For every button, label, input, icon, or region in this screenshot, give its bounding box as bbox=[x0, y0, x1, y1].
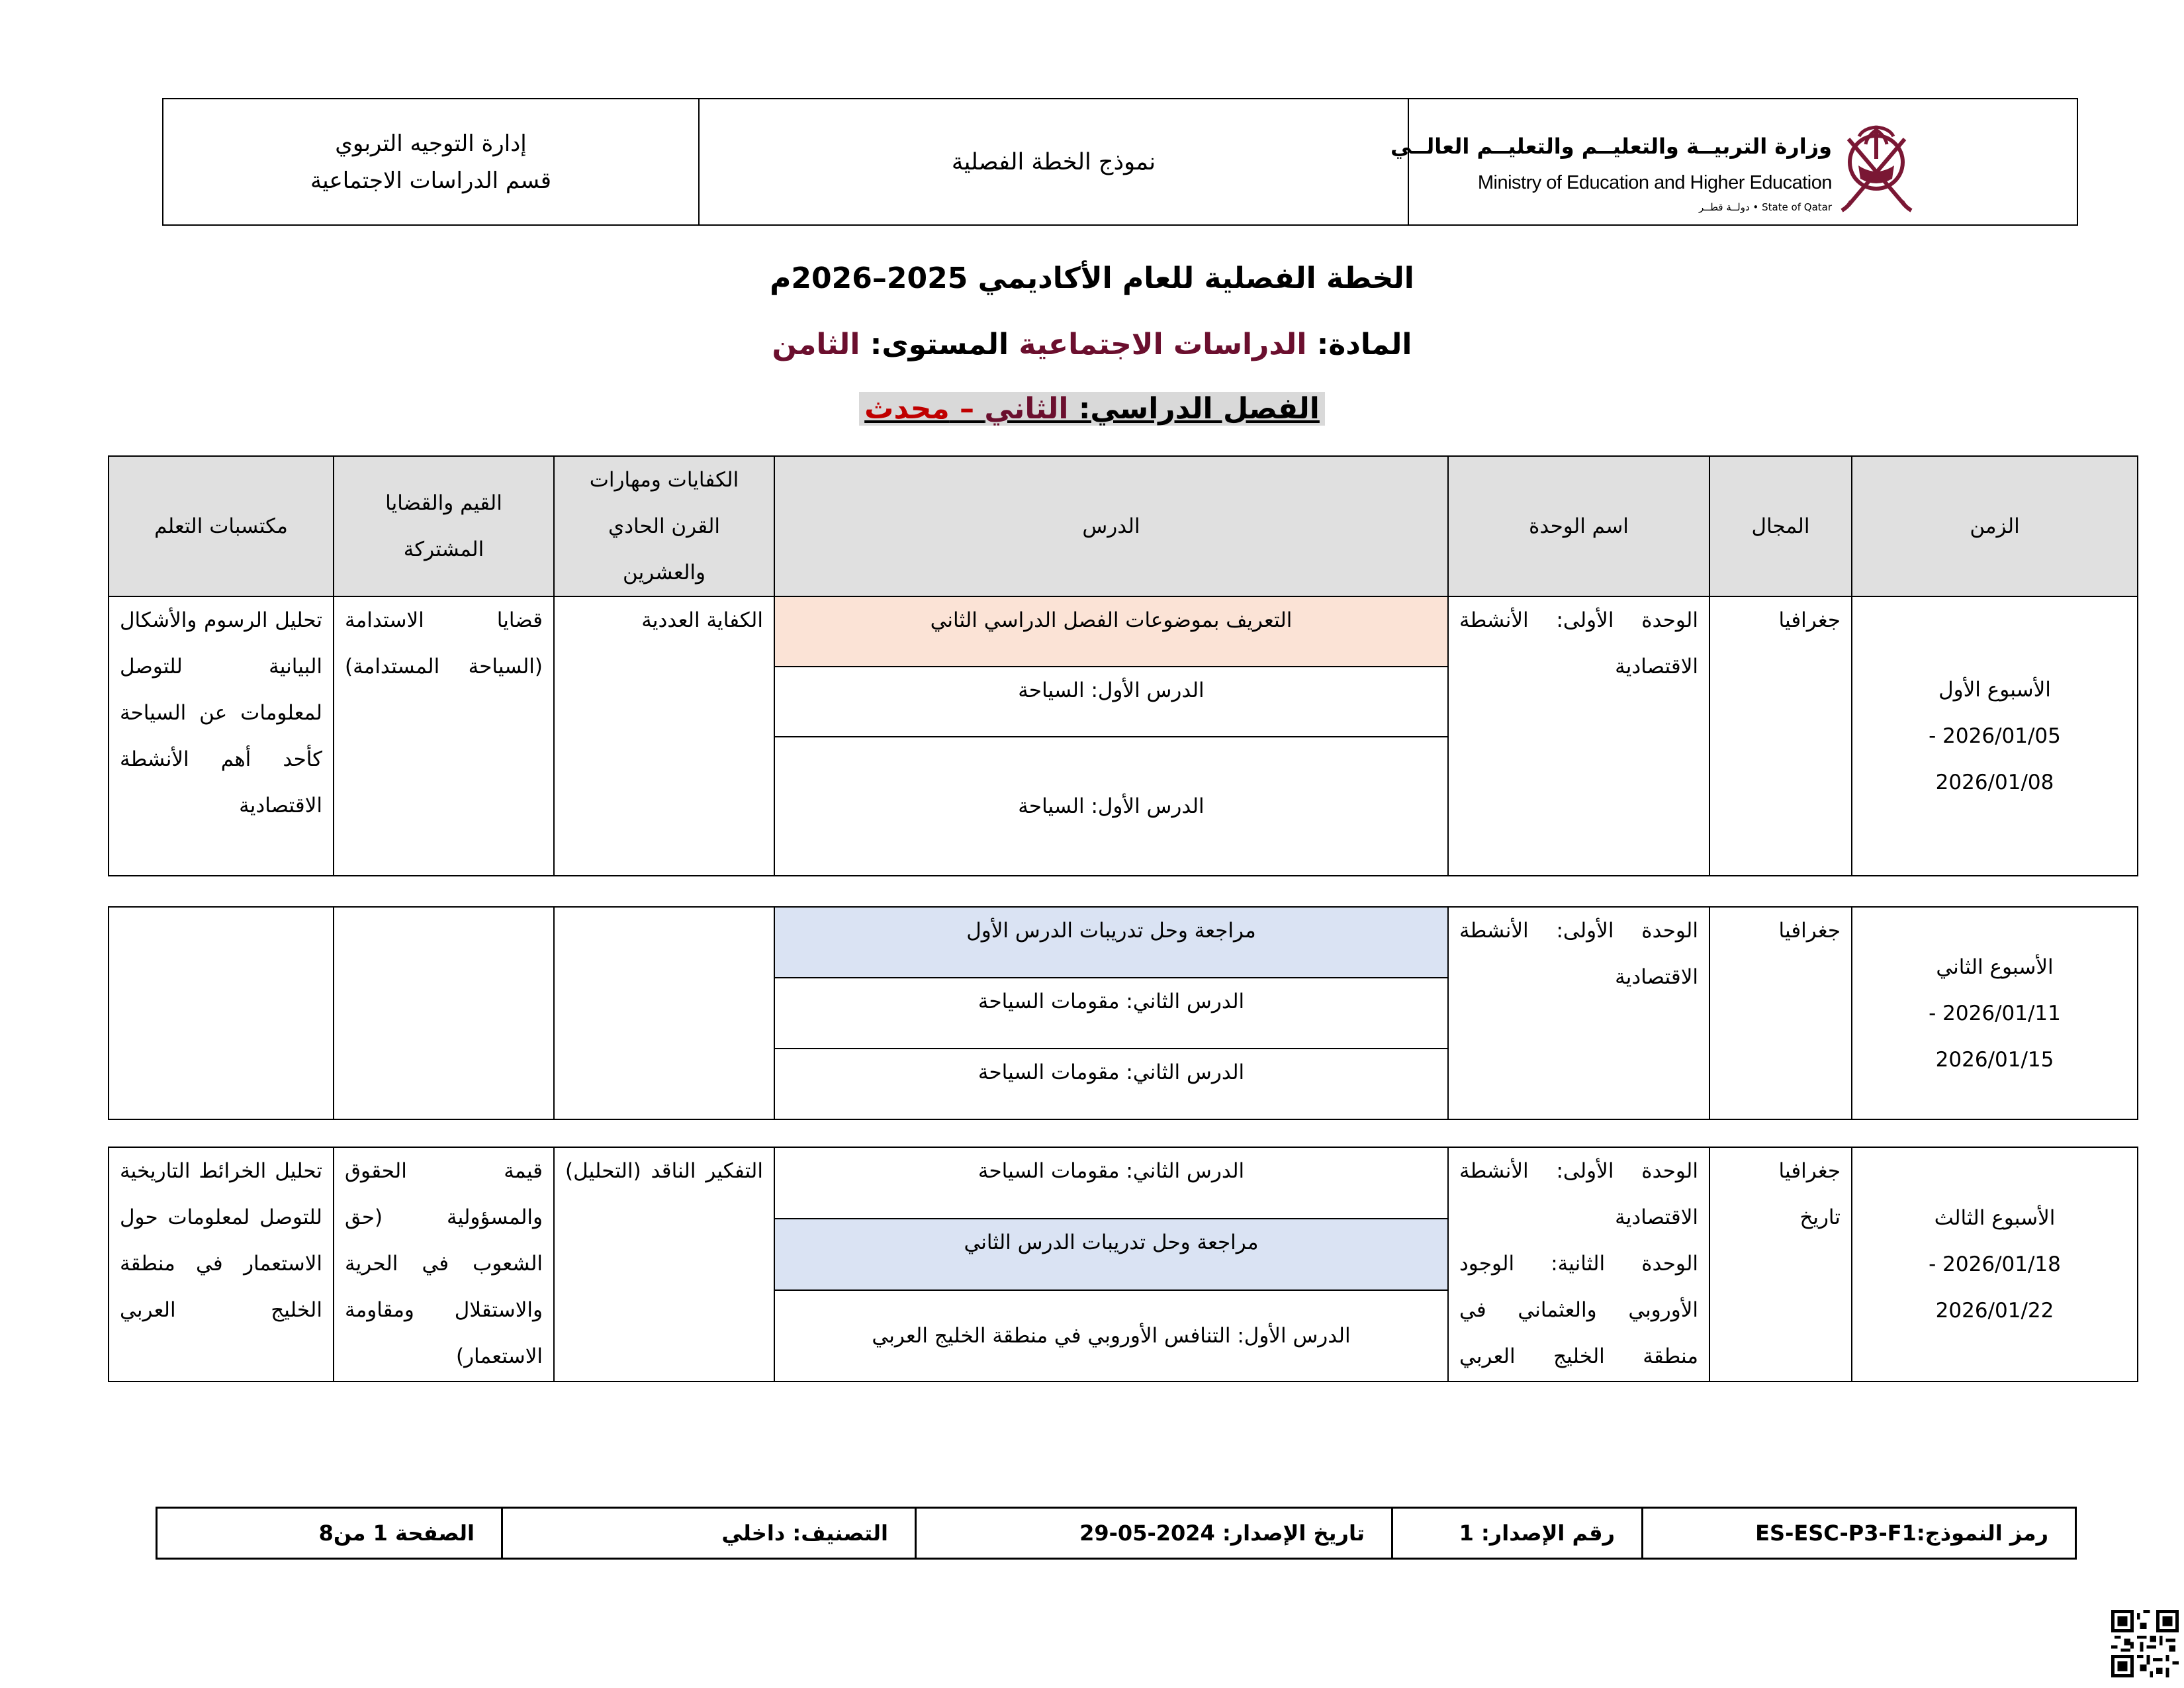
week-1-name: الأسبوع الأول bbox=[1938, 678, 2051, 702]
week-1-lesson-2: الدرس الأول: السياحة bbox=[774, 667, 1448, 737]
week-2-lesson-2: الدرس الثاني: مقومات السياحة bbox=[774, 978, 1448, 1049]
state-of-qatar: State of Qatar • دولــة قطــر bbox=[1699, 201, 1832, 213]
col-header-competencies: الكفايات ومهارات القرن الحادي والعشرين bbox=[554, 456, 774, 596]
week-2-name: الأسبوع الثاني bbox=[1936, 955, 2054, 979]
footer-version: رقم الإصدار: 1 bbox=[1391, 1509, 1641, 1558]
week-1-outcomes: تحليل الرسوم والأشكال البيانية للتوصل لمعلومات عن السياحة كأحد أهم الأنشطة الاقتصادية bbox=[109, 596, 334, 876]
header-box bbox=[162, 98, 2078, 226]
week-3-unit-1: الوحدة الأولى: الأنشطة الاقتصادية bbox=[1459, 1159, 1698, 1229]
week-3-lesson-3: الدرس الأول: التنافس الأوروبي في منطقة الخليج العربي bbox=[774, 1290, 1448, 1382]
department-name: إدارة التوجيه التربوي bbox=[335, 130, 527, 157]
ministry-name-en: Ministry of Education and Higher Education bbox=[1477, 172, 1832, 193]
semester-label: الفصل الدراسي: bbox=[1068, 392, 1320, 426]
week-2-outcomes bbox=[109, 907, 334, 1119]
week-3-unit bbox=[1448, 1147, 1709, 1382]
week-2-field: جغرافيا bbox=[1709, 907, 1852, 1119]
plan-title bbox=[0, 261, 2184, 295]
department-cell bbox=[163, 99, 700, 224]
week-3-unit-2: الوحدة الثانية: الوجود الأوروبي والعثماني في منطقة الخليج العربي bbox=[1459, 1252, 1698, 1368]
week-1-values: قضايا الاستدامة (السياحة المستدامة) bbox=[334, 596, 554, 876]
plan-table-week-1 bbox=[108, 455, 2138, 876]
week-3-name: الأسبوع الثالث bbox=[1934, 1206, 2056, 1230]
footer-classification: التصنيف: داخلي bbox=[501, 1509, 915, 1558]
week-1-competencies: الكفاية العددية bbox=[554, 596, 774, 876]
plan-table-week-2 bbox=[108, 906, 2138, 1120]
week-3-lesson-1: الدرس الثاني: مقومات السياحة bbox=[774, 1147, 1448, 1219]
week-3-to: 2026/01/22 bbox=[1935, 1299, 2054, 1323]
col-header-lesson: الدرس bbox=[774, 456, 1448, 596]
week-1-from: 2026/01/05 - bbox=[1929, 724, 2061, 748]
ministry-name-ar: وزارة التربيــة والتعليــم والتعليــم العالــي bbox=[1390, 134, 1832, 159]
col-header-time: الزمن bbox=[1852, 456, 2138, 596]
footer-page-number: الصفحة 1 من8 bbox=[318, 1521, 475, 1546]
week-3-competencies: التفكير الناقد (التحليل) bbox=[554, 1147, 774, 1382]
week-1-time bbox=[1852, 596, 2138, 876]
week-1-lesson-1: التعريف بموضوعات الفصل الدراسي الثاني bbox=[774, 596, 1448, 667]
week-2-from: 2026/01/11 - bbox=[1929, 1001, 2061, 1025]
week-3-outcomes: تحليل الخرائط التاريخية للتوصل لمعلومات حول الاستعمار في منطقة الخليج العربي bbox=[109, 1147, 334, 1382]
form-title: نموذج الخطة الفصلية bbox=[951, 148, 1156, 175]
week-3-lesson-2: مراجعة وحل تدريبات الدرس الثاني bbox=[774, 1219, 1448, 1290]
week-2-values bbox=[334, 907, 554, 1119]
col-header-outcomes: مكتسبات التعلم bbox=[109, 456, 334, 596]
footer-form-code: رمز النموذج:ES-ESC-P3-F1 bbox=[1641, 1509, 2075, 1558]
footer-box bbox=[156, 1507, 2077, 1560]
qr-code-icon bbox=[2111, 1610, 2179, 1677]
level-value: الثامن bbox=[772, 328, 860, 361]
week-2-unit: الوحدة الأولى: الأنشطة الاقتصادية bbox=[1448, 907, 1709, 1119]
col-header-field: المجال bbox=[1709, 456, 1852, 596]
week-2-lesson-3: الدرس الثاني: مقومات السياحة bbox=[774, 1049, 1448, 1119]
updated-label: محدث bbox=[864, 392, 950, 426]
level-label: المستوى: bbox=[860, 328, 1019, 361]
week-3-field bbox=[1709, 1147, 1852, 1382]
week-2-time bbox=[1852, 907, 2138, 1119]
semester-box bbox=[859, 392, 1325, 426]
week-1-to: 2026/01/08 bbox=[1935, 771, 2054, 794]
subject-label: المادة: bbox=[1306, 328, 1412, 361]
week-2-lesson-1: مراجعة وحل تدريبات الدرس الأول bbox=[774, 907, 1448, 978]
week-1-field: جغرافيا bbox=[1709, 596, 1852, 876]
qatar-emblem-icon bbox=[1835, 113, 1918, 213]
week-2-competencies bbox=[554, 907, 774, 1119]
week-1-lesson-3: الدرس الأول: السياحة bbox=[774, 737, 1448, 876]
semester-line bbox=[0, 392, 2184, 426]
col-header-values: القيم والقضايا المشتركة bbox=[334, 456, 554, 596]
col-header-unit: اسم الوحدة bbox=[1448, 456, 1709, 596]
form-title-cell bbox=[700, 99, 1409, 224]
subject-line bbox=[0, 328, 2184, 361]
week-1-unit: الوحدة الأولى: الأنشطة الاقتصادية bbox=[1448, 596, 1709, 876]
plan-table-week-3 bbox=[108, 1147, 2138, 1382]
week-2-to: 2026/01/15 bbox=[1935, 1047, 2054, 1072]
week-3-field-2: تاريخ bbox=[1799, 1205, 1841, 1229]
subject-value: الدراسات الاجتماعية bbox=[1019, 328, 1307, 361]
week-3-field-1: جغرافيا bbox=[1778, 1159, 1841, 1183]
week-3-values: قيمة الحقوق والمسؤولية (حق الشعوب في الحرية والاستقلال ومقاومة الاستعمار) bbox=[334, 1147, 554, 1382]
semester-value: الثاني bbox=[984, 392, 1069, 426]
week-3-time bbox=[1852, 1147, 2138, 1382]
ministry-logo-cell bbox=[1390, 99, 2077, 224]
plan-title-text: الخطة الفصلية للعام الأكاديمي 2025–2026م bbox=[770, 261, 1414, 295]
week-3-from: 2026/01/18 - bbox=[1929, 1252, 2061, 1276]
footer-issue-date: تاريخ الإصدار: 2024-05-29 bbox=[915, 1509, 1391, 1558]
semester-separator: – bbox=[949, 392, 985, 426]
section-name: قسم الدراسات الاجتماعية bbox=[310, 167, 552, 194]
